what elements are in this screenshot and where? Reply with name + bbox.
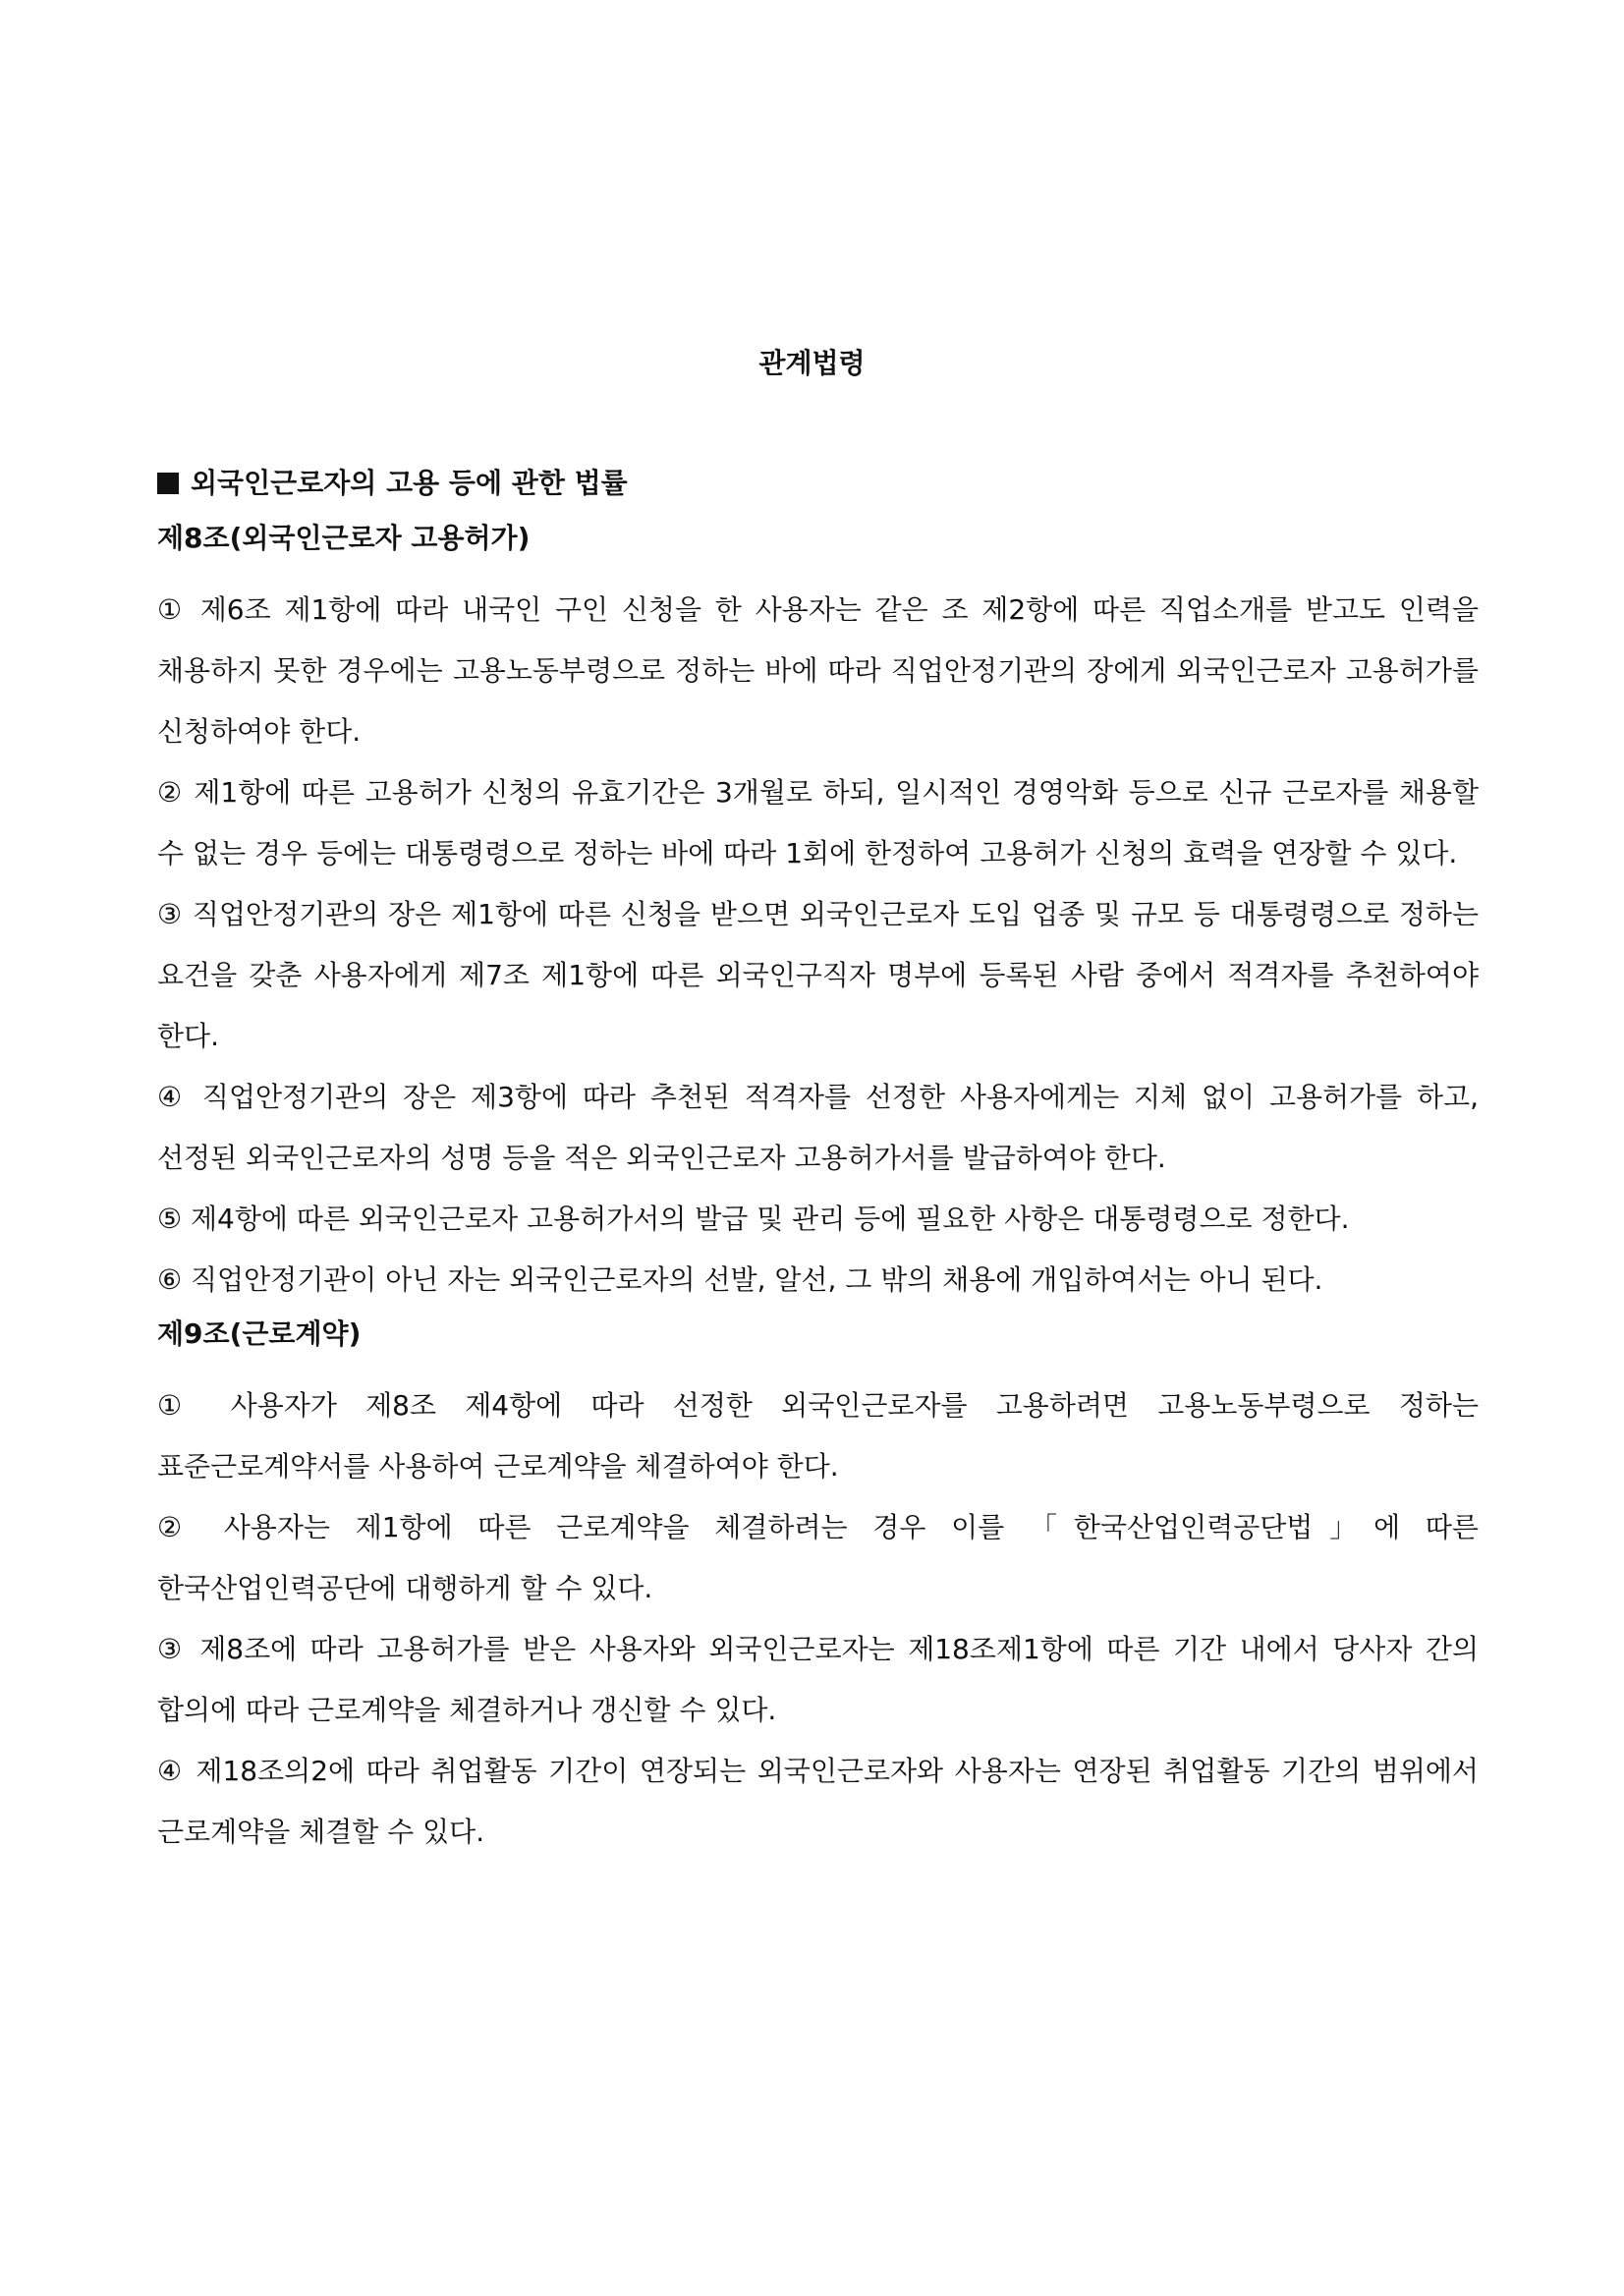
article-8-clause-3: ③ 직업안정기관의 장은 제1항에 따른 신청을 받으면 외국인근로자 도입 업종 및 규모 등 대통령령으로 정하는 요건을 갖춘 사용자에게 제7조 제1항에 따른 외국인구직자 명부에 등록된 사람 중에서 적격자를 추천하여야 한다. [157, 898, 1479, 1052]
black-square-icon [157, 473, 179, 494]
article-8-clause-4: ④ 직업안정기관의 장은 제3항에 따라 추천된 적격자를 선정한 사용자에게는 지체 없이 고용허가를 하고, 선정된 외국인근로자의 성명 등을 적은 외국인근로자 고용허가서를 발급하여야 한다. [157, 1081, 1479, 1174]
document-body [157, 464, 1479, 1863]
article-8 [157, 519, 1479, 1311]
article-9-clause-1: ① 사용자가 제8조 제4항에 따라 선정한 외국인근로자를 고용하려면 고용노동부령으로 정하는 표준근로계약서를 사용하여 근로계약을 체결하여야 한다. [157, 1389, 1479, 1483]
law-name: 외국인근로자의 고용 등에 관한 법률 [191, 467, 628, 499]
article-9 [157, 1315, 1479, 1863]
article-heading: 제8조(외국인근로자 고용허가) [157, 522, 531, 554]
article-9-clause-3: ③ 제8조에 따라 고용허가를 받은 사용자와 외국인근로자는 제18조제1항에 따른 기간 내에서 당사자 간의 합의에 따라 근로계약을 체결하거나 갱신할 수 있다. [157, 1633, 1479, 1726]
law-heading [157, 464, 1479, 519]
article-8-clause-2: ② 제1항에 따른 고용허가 신청의 유효기간은 3개월로 하되, 일시적인 경영악화 등으로 신규 근로자를 채용할 수 없는 경우 등에는 대통령령으로 정하는 바에 따라 1회에 한정하여 고용허가 신청의 효력을 연장할 수 있다. [157, 776, 1479, 869]
article-8-clause-6: ⑥ 직업안정기관이 아닌 자는 외국인근로자의 선발, 알선, 그 밖의 채용에 개입하여서는 아니 된다. [157, 1263, 1323, 1296]
page-title: 관계법령 [758, 347, 866, 379]
article-8-clause-1: ① 제6조 제1항에 따라 내국인 구인 신청을 한 사용자는 같은 조 제2항에 따른 직업소개를 받고도 인력을 채용하지 못한 경우에는 고용노동부령으로 정하는 바에 따라 직업안정기관의 장에게 외국인근로자 고용허가를 신청하여야 한다. [157, 593, 1479, 748]
article-9-clause-2: ② 사용자는 제1항에 따른 근로계약을 체결하려는 경우 이를 「한국산업인력공단법」에 따른 한국산업인력공단에 대행하게 할 수 있다. [157, 1511, 1479, 1604]
article-9-clause-4: ④ 제18조의2에 따라 취업활동 기간이 연장되는 외국인근로자와 사용자는 연장된 취업활동 기간의 범위에서 근로계약을 체결할 수 있다. [157, 1755, 1479, 1848]
article-8-clause-5: ⑤ 제4항에 따른 외국인근로자 고용허가서의 발급 및 관리 등에 필요한 사항은 대통령령으로 정한다. [157, 1203, 1350, 1235]
article-heading: 제9조(근로계약) [157, 1317, 362, 1350]
